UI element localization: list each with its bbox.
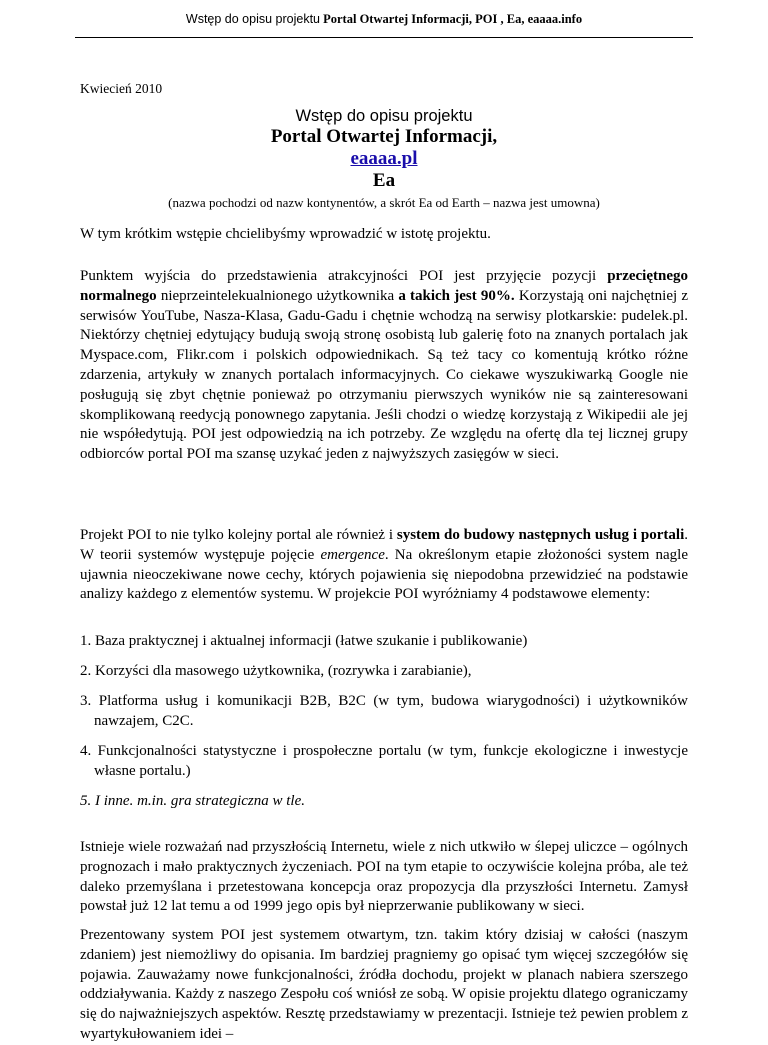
list-item: 1. Baza praktycznej i aktualnej informacji (łatwe szukanie i publikowanie) <box>80 633 528 649</box>
list-item: 2. Korzyści dla masowego użytkownika, (rozrywka i zarabianie), <box>80 663 472 679</box>
header-divider <box>75 37 693 38</box>
header-part1: Wstęp do opisu projektu <box>185 12 320 26</box>
paragraph-2-italic: emergence <box>320 546 385 563</box>
paragraph-3: Istnieje wiele rozważań nad przyszłością Internetu, wiele z nich utkwiło w ślepej uliczce – ogólnych prognozach i mało praktycznych życzeniach. POI na tym etapie to oczywiście kolejna próba, ale też daleko przemyślana i przetestowana koncepcja oraz propozycja dla przyszłości Internetu. Zamysł powstał już 12 lat temu a od 1999 jego opis był nieprzerwanie publikowany w sieci. <box>80 839 688 915</box>
paragraph-2-text-c: . Na określonym etapie złożoności system nagle ujawnia nieoczekiwane nowe cechy, których pojawienia się niepodobna przewidzieć na podstawie analizy każdego z elementów systemu. W projekcie POI wyróżniamy 4 podstawowe elementy: <box>80 546 688 603</box>
paragraph-2-text-a: Projekt POI to nie tylko kolejny portal ale również i <box>80 527 397 543</box>
paragraph-2-bold: system do budowy następnych usług i portali <box>396 527 685 543</box>
page-header <box>0 12 768 27</box>
paragraph-1-bold-a: przeciętnego normalnego <box>80 268 688 304</box>
title-block <box>0 106 768 212</box>
list-item: 3. Platforma usług i komunikacji B2B, B2C (w tym, budowa wiarygodności) i użytkowników nawzajem, C2C. <box>80 693 688 729</box>
paragraph-2 <box>80 526 688 605</box>
paragraph-1-bold-b: a takich jest 90%. <box>398 287 515 304</box>
header-part2: Portal Otwartej Informacji, POI , Ea, eaaaa.info <box>323 12 583 26</box>
title-link[interactable]: eaaaa.pl <box>350 148 418 169</box>
paragraph-intro: W tym krótkim wstępie chcielibyśmy wprowadzić w istotę projektu. <box>80 226 491 242</box>
paragraph-1 <box>80 267 688 465</box>
paragraph-2-text-b: . W teorii systemów występuje pojęcie <box>80 527 688 563</box>
title-main: Portal Otwartej Informacji, <box>270 126 498 147</box>
list-item: 5. I inne. m.in. gra strategiczna w tle. <box>80 793 305 809</box>
document-date: Kwiecień 2010 <box>80 81 163 96</box>
list-item: 4. Funkcjonalności statystyczne i prospołeczne portalu (w tym, funkcje ekologiczne i inwestycje własne portalu.) <box>80 743 688 779</box>
paragraph-1-text-c: Korzystają oni najchętniej z serwisów YouTube, Nasza-Klasa, Gadu-Gadu i chętnie wchodzą na serwisy plotkarskie: pudelek.pl. Niektórzy chętniej edytujący budują swoją stronę osobistą lub galerię foto na znanych portalach jak Myspace.com, Flikr.com i polskich odpowiednikach. Są też tacy co komentują krótko różne zdarzenia, artykuły w znanych portalach informacyjnych. Co ciekawe wyszukiwarką Google nie posługują się zbyt chętnie ponieważ po otrzymaniu pierwszych wyników nie są zainteresowani skomplikowaną reedycją ponownego zapytania. Jeśli chodzi o wiedzę korzystają z Wikipedii ale jej nie współedytują. POI jest odpowiedzią na ich potrzeby. Ze względu na ofertę dla tej licznej grupy odbiorców portal POI ma szansę uzykać jeden z najwyższych zasięgów w sieci. <box>80 287 688 463</box>
title-note: (nazwa pochodzi od nazw kontynentów, a skrót Ea od Earth – nazwa jest umowna) <box>168 195 600 210</box>
paragraph-1-text-b: nieprzeintelekualnionego użytkownika <box>156 287 399 304</box>
paragraph-4: Prezentowany system POI jest systemem otwartym, tzn. takim który dzisiaj w całości (naszym zdaniem) jest niemożliwy do opisania. Im bardziej pragniemy go opisać tym więcej szczegółów się pojawia. Zauważamy nowe funkcjonalności, źródła dochodu, projekt w planach nabiera szerszego oddziaływania. Każdy z naszego Zespołu coś wniósł ze sobą. W opisie projektu dlatego ograniczamy się do najważniejszych aspektów. Resztę przedstawiamy w prezentacji. Istnieje też pewien problem z wyartykułowaniem idei – <box>80 927 689 1042</box>
title-intro: Wstęp do opisu projektu <box>295 107 473 125</box>
paragraph-1-text-a: Punktem wyjścia do przedstawienia atrakcyjności POI jest przyjęcie pozycji <box>80 268 608 284</box>
title-ea: Ea <box>372 170 396 191</box>
